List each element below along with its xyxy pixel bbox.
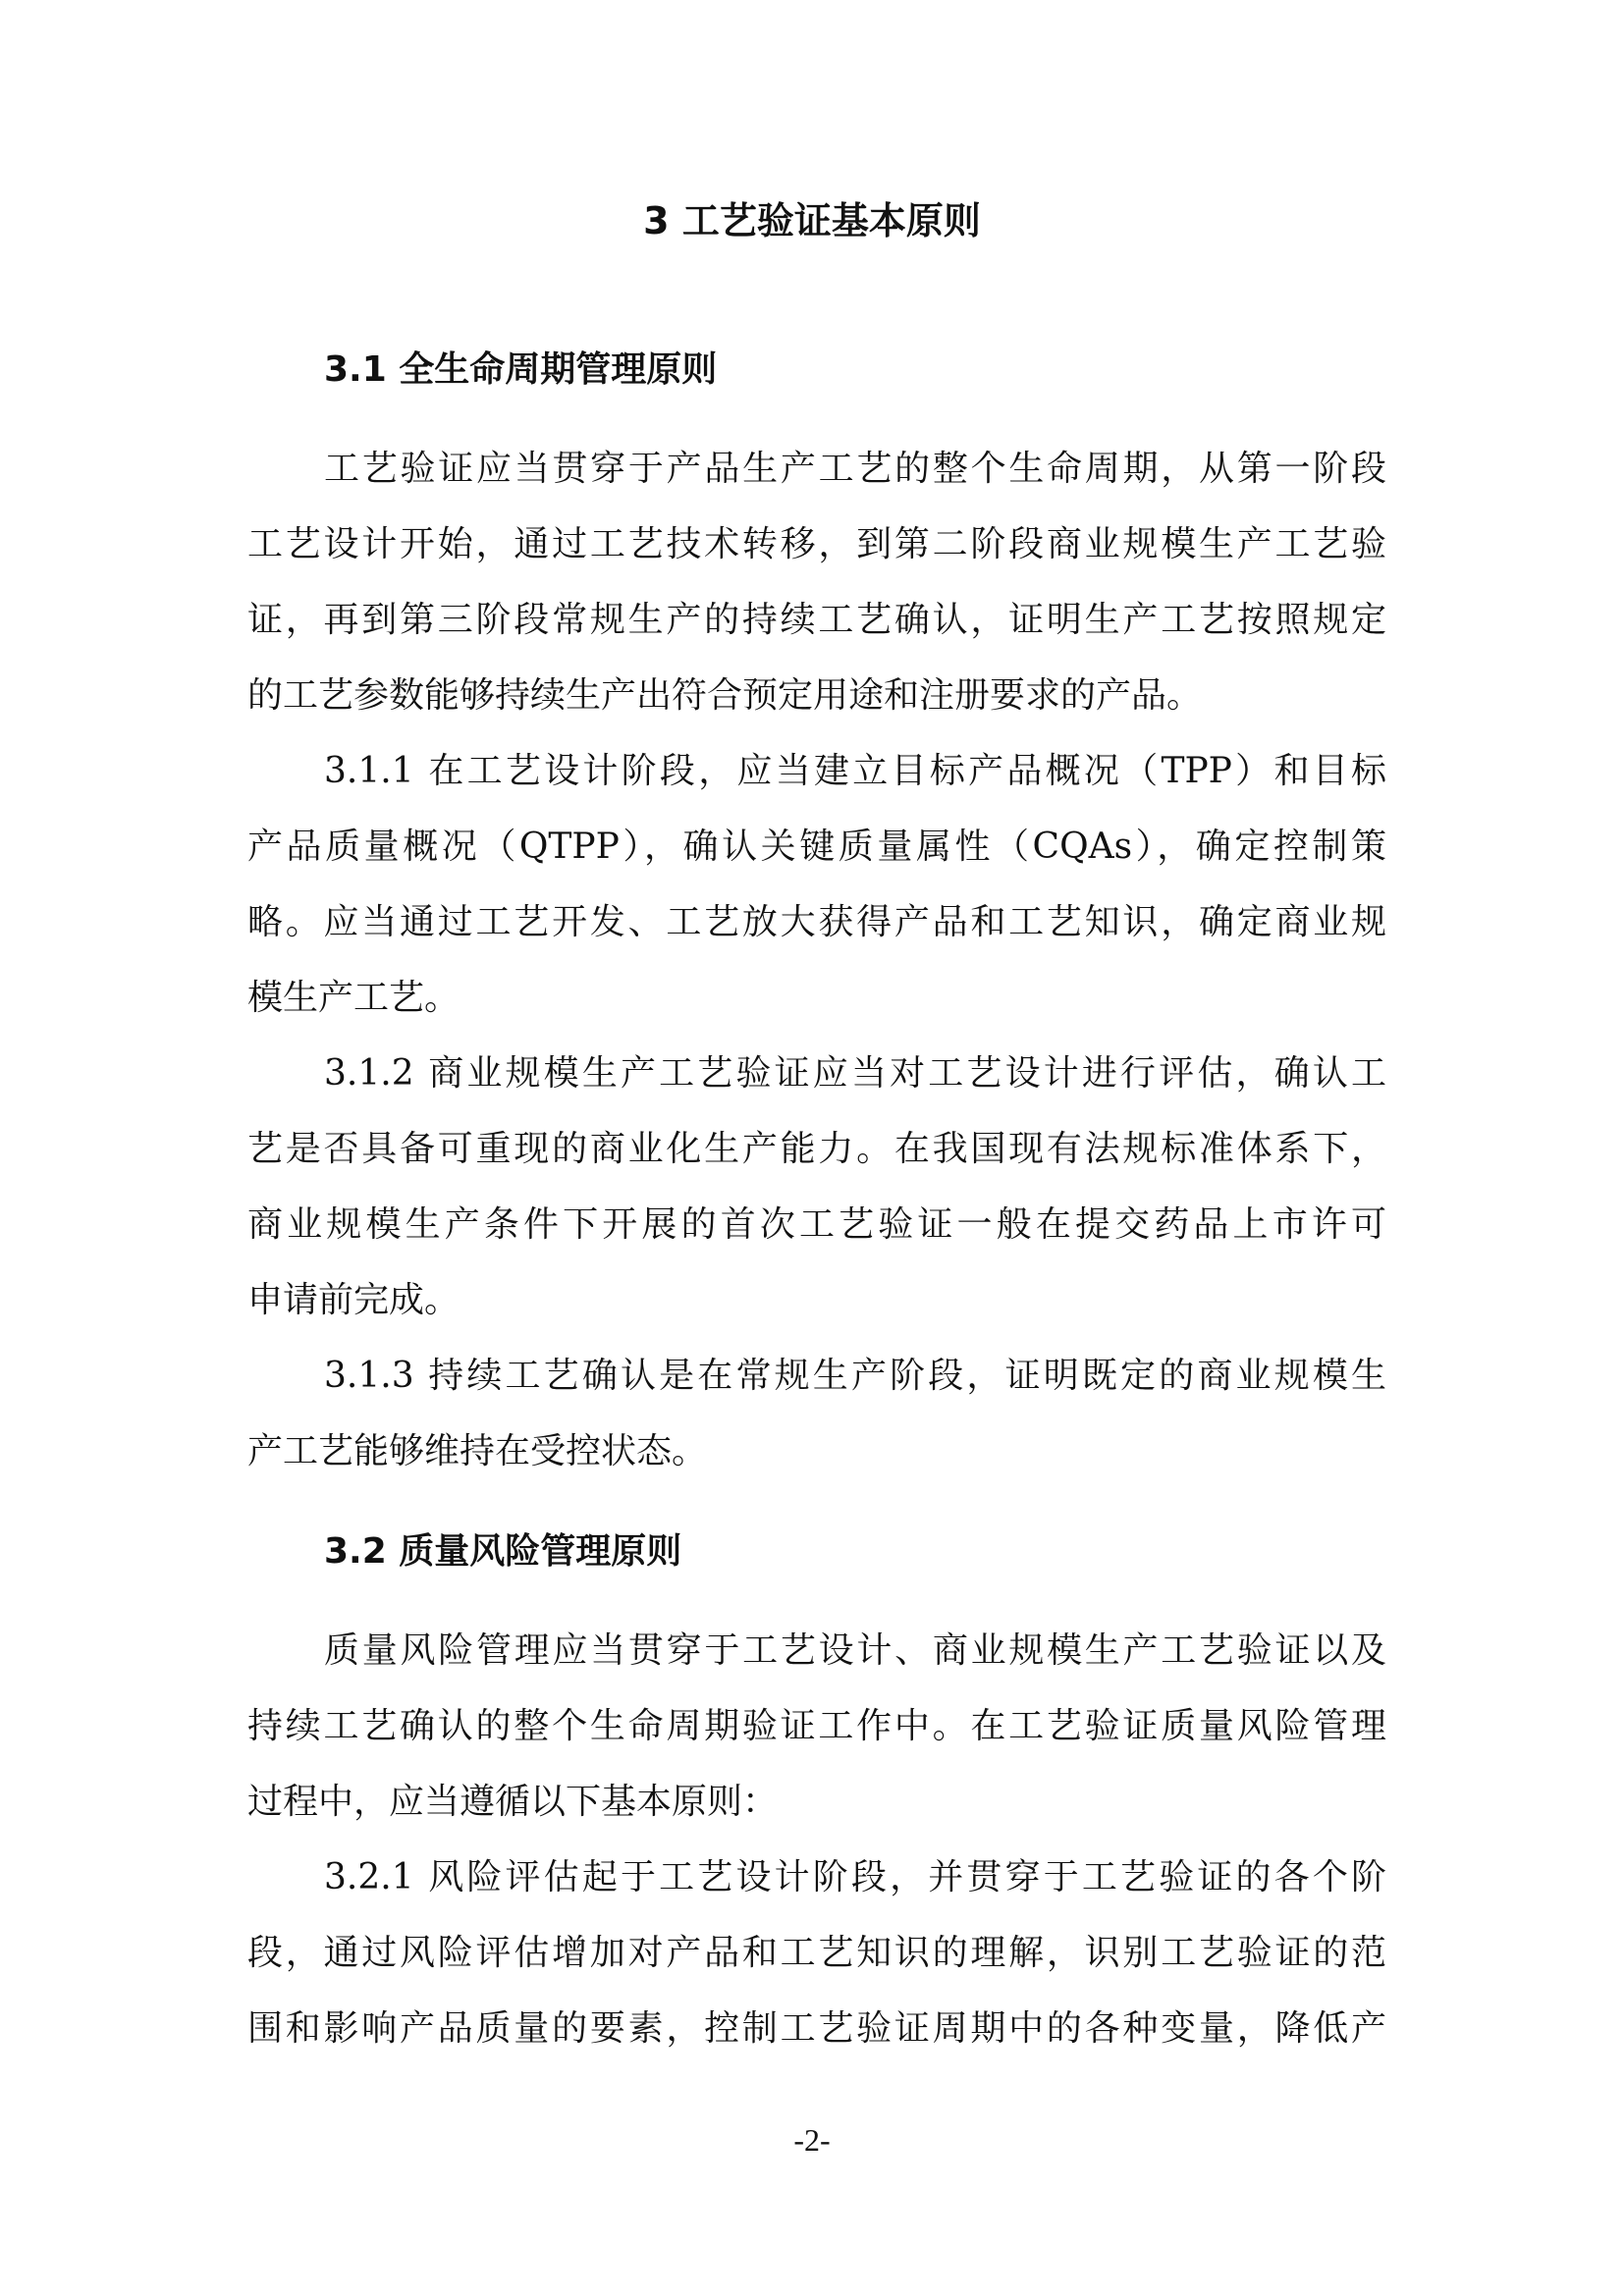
- text-line: 商业规模生产条件下开展的首次工艺验证一般在提交药品上市许可: [247, 1204, 1386, 1245]
- text-line: 段，通过风险评估增加对产品和工艺知识的理解，识别工艺验证的范: [247, 1933, 1386, 1973]
- text-line: 工艺设计开始，通过工艺技术转移，到第二阶段商业规模生产工艺验: [247, 524, 1386, 564]
- text-line: 3.1.2 商业规模生产工艺验证应当对工艺设计进行评估，确认工: [324, 1053, 1386, 1094]
- text-line: 模生产工艺。: [247, 978, 460, 1018]
- text-line: 证，再到第三阶段常规生产的持续工艺确认，证明生产工艺按照规定: [247, 600, 1386, 640]
- page-number: -2-: [793, 2122, 831, 2158]
- section-heading-3-1: 3.1 全生命周期管理原则: [324, 349, 718, 390]
- chapter-title: 3 工艺验证基本原则: [643, 199, 981, 242]
- text-line: 工艺验证应当贯穿于产品生产工艺的整个生命周期，从第一阶段: [324, 449, 1386, 489]
- text-line: 略。应当通过工艺开发、工艺放大获得产品和工艺知识，确定商业规: [247, 902, 1386, 942]
- section-heading-3-2: 3.2 质量风险管理原则: [324, 1531, 682, 1572]
- text-line: 3.1.3 持续工艺确认是在常规生产阶段，证明既定的商业规模生: [324, 1356, 1386, 1396]
- text-line: 申请前完成。: [247, 1280, 460, 1320]
- text-line: 过程中，应当遵循以下基本原则：: [247, 1782, 779, 1822]
- text-line: 的工艺参数能够持续生产出符合预定用途和注册要求的产品。: [247, 675, 1203, 716]
- text-line: 持续工艺确认的整个生命周期验证工作中。在工艺验证质量风险管理: [247, 1706, 1386, 1746]
- text-line: 质量风险管理应当贯穿于工艺设计、商业规模生产工艺验证以及: [324, 1630, 1386, 1671]
- text-line: 产工艺能够维持在受控状态。: [247, 1431, 708, 1471]
- text-line: 3.1.1 在工艺设计阶段，应当建立目标产品概况（TPP）和目标: [324, 751, 1386, 791]
- text-line: 围和影响产品质量的要素，控制工艺验证周期中的各种变量，降低产: [247, 2008, 1386, 2049]
- text-line: 3.2.1 风险评估起于工艺设计阶段，并贯穿于工艺验证的各个阶: [324, 1857, 1386, 1897]
- text-line: 产品质量概况（QTPP），确认关键质量属性（CQAs），确定控制策: [247, 827, 1386, 867]
- text-line: 艺是否具备可重现的商业化生产能力。在我国现有法规标准体系下，: [247, 1129, 1386, 1169]
